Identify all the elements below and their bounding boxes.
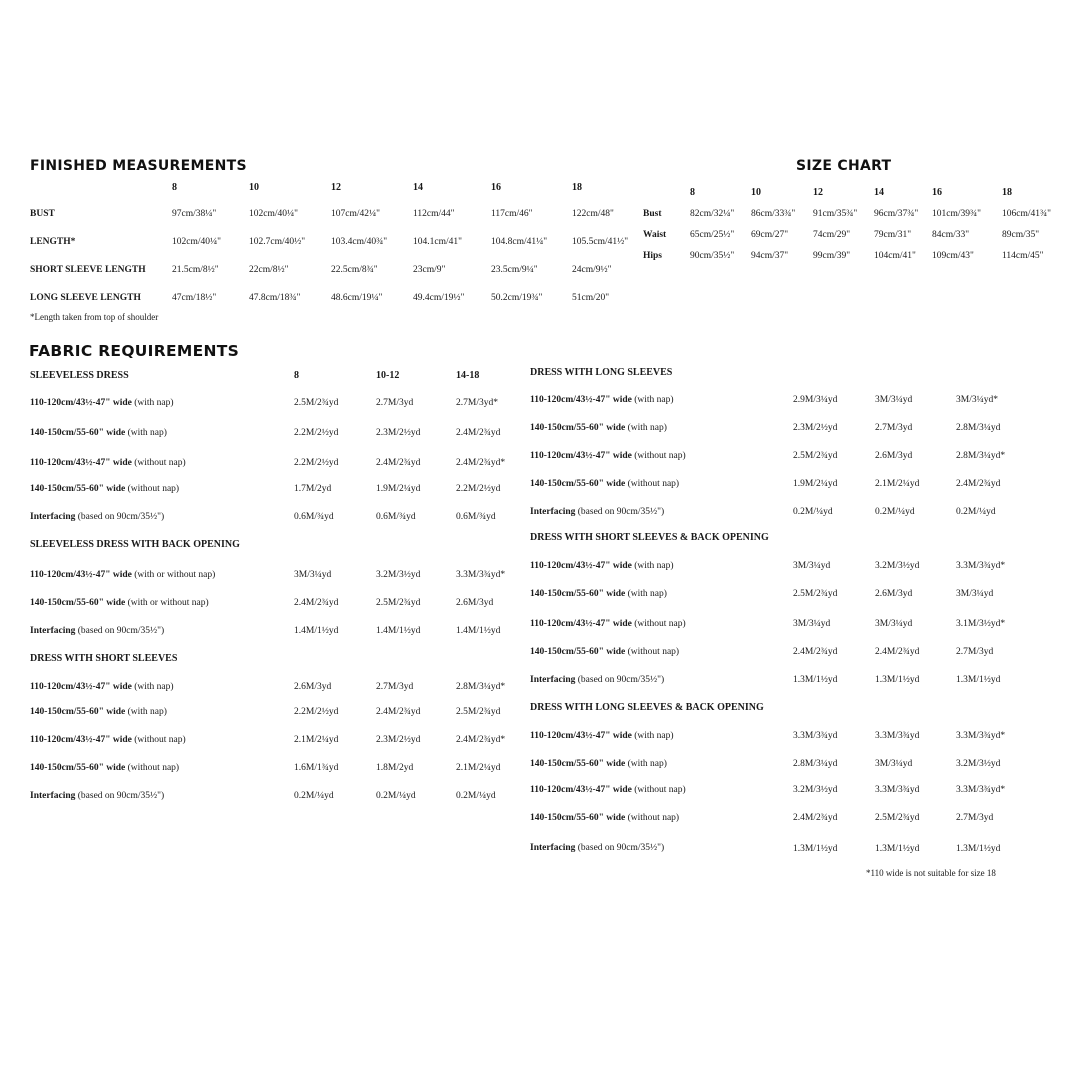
fabric-cell: 2.4M/2¾yd* xyxy=(456,735,506,745)
fabric-cell: 2.7M/3yd xyxy=(376,398,414,408)
finished-cell: 23cm/9" xyxy=(413,265,446,275)
fabric-requirements-title: FABRIC REQUIREMENTS xyxy=(29,342,240,360)
fabric-cell: 2.5M/2¾yd xyxy=(376,598,421,608)
fabric-cell: 2.5M/2¾yd xyxy=(793,589,838,599)
fabric-cell: 3M/3¼yd xyxy=(793,561,831,571)
fabric-footnote: *110 wide is not suitable for size 18 xyxy=(866,868,996,878)
finished-row-label: BUST xyxy=(30,209,55,219)
fabric-left-col-8: 8 xyxy=(294,370,299,381)
fabric-cell: 2.4M/2¾yd xyxy=(376,458,421,468)
fabric-row-label: 110-120cm/43½-47" wide (without nap) xyxy=(530,785,686,795)
fabric-cell: 2.9M/3¼yd xyxy=(793,395,838,405)
finished-cell: 22cm/8½" xyxy=(249,265,289,275)
fabric-cell: 2.7M/3yd xyxy=(376,682,414,692)
fabric-row-label: 140-150cm/55-60" wide (without nap) xyxy=(530,647,680,657)
finished-cell: 103.4cm/40¾" xyxy=(331,237,388,247)
fabric-row-label: 140-150cm/55-60" wide (with nap) xyxy=(30,428,167,438)
fabric-row-label: 140-150cm/55-60" wide (with nap) xyxy=(530,759,667,769)
fabric-cell: 2.6M/3yd xyxy=(294,682,332,692)
fabric-cell: 3M/3¼yd xyxy=(793,619,831,629)
fabric-cell: 2.4M/2¾yd xyxy=(294,598,339,608)
fabric-cell: 2.3M/2½yd xyxy=(376,428,421,438)
fabric-cell: 3.3M/3¾yd* xyxy=(956,731,1006,741)
fabric-cell: 3M/3¼yd xyxy=(875,619,913,629)
fabric-cell: 2.8M/3¼yd xyxy=(956,423,1001,433)
fabric-cell: 2.6M/3yd xyxy=(456,598,494,608)
fabric-cell: 2.1M/2¼yd xyxy=(875,479,920,489)
finished-size-18: 18 xyxy=(572,182,582,193)
finished-cell: 104.1cm/41" xyxy=(413,237,462,247)
finished-cell: 102cm/40¼" xyxy=(172,237,221,247)
size-chart-row-label: Hips xyxy=(643,251,663,261)
size-chart-cell: 84cm/33" xyxy=(932,230,970,240)
finished-cell: 49.4cm/19½" xyxy=(413,293,465,303)
fabric-row-label: 140-150cm/55-60" wide (without nap) xyxy=(530,813,680,823)
size-chart-cell: 99cm/39" xyxy=(813,251,851,261)
fabric-row-label: 140-150cm/55-60" wide (with or without nap) xyxy=(30,598,209,608)
finished-size-12: 12 xyxy=(331,182,341,193)
fabric-cell: 2.7M/3yd xyxy=(956,813,994,823)
fabric-row-label: 110-120cm/43½-47" wide (with nap) xyxy=(30,398,174,408)
finished-cell: 51cm/20" xyxy=(572,293,610,303)
fabric-cell: 2.4M/2¾yd xyxy=(793,647,838,657)
size-chart-cell: 86cm/33¾" xyxy=(751,209,796,219)
fabric-row-label: 110-120cm/43½-47" wide (without nap) xyxy=(530,619,686,629)
fabric-row-label: 140-150cm/55-60" wide (without nap) xyxy=(530,479,680,489)
fabric-cell: 3.2M/3½yd xyxy=(376,570,421,580)
fabric-row-label: 140-150cm/55-60" wide (without nap) xyxy=(30,484,180,494)
fabric-row-label: Interfacing (based on 90cm/35½") xyxy=(30,626,165,636)
fabric-cell: 2.7M/3yd xyxy=(875,423,913,433)
size-chart-size-14: 14 xyxy=(874,187,884,198)
fabric-cell: 1.8M/2yd xyxy=(376,763,414,773)
fabric-cell: 3M/3¼yd xyxy=(875,395,913,405)
fabric-row-label: 110-120cm/43½-47" wide (without nap) xyxy=(30,735,186,745)
fabric-cell: 3.3M/3¾yd* xyxy=(456,570,506,580)
fabric-cell: 2.5M/2¾yd xyxy=(294,398,339,408)
fabric-cell: 2.3M/2½yd xyxy=(376,735,421,745)
section-sleeveless-back-opening: SLEEVELESS DRESS WITH BACK OPENING xyxy=(30,539,240,550)
size-chart-cell: 69cm/27" xyxy=(751,230,789,240)
size-chart-title: SIZE CHART xyxy=(796,158,892,174)
size-chart-cell: 94cm/37" xyxy=(751,251,789,261)
fabric-cell: 1.3M/1½yd xyxy=(956,675,1001,685)
size-chart-cell: 65cm/25½" xyxy=(690,230,735,240)
size-chart-size-8: 8 xyxy=(690,187,695,198)
fabric-cell: 2.7M/3yd* xyxy=(456,398,498,408)
finished-size-10: 10 xyxy=(249,182,259,193)
fabric-cell: 2.7M/3yd xyxy=(956,647,994,657)
finished-cell: 105.5cm/41½" xyxy=(572,237,629,247)
fabric-cell: 2.8M/3¼yd xyxy=(793,759,838,769)
size-chart-cell: 109cm/43" xyxy=(932,251,974,261)
fabric-row-label: Interfacing (based on 90cm/35½") xyxy=(530,507,665,517)
fabric-cell: 0.2M/¼yd xyxy=(294,791,334,801)
section-short-sleeves-back-opening: DRESS WITH SHORT SLEEVES & BACK OPENING xyxy=(530,532,769,543)
finished-row-label: SHORT SLEEVE LENGTH xyxy=(30,265,146,275)
fabric-cell: 2.1M/2¼yd xyxy=(456,763,501,773)
size-chart-cell: 90cm/35½" xyxy=(690,251,735,261)
fabric-row-label: 110-120cm/43½-47" wide (with nap) xyxy=(530,731,674,741)
fabric-cell: 2.4M/2¾yd xyxy=(793,813,838,823)
fabric-cell: 3.3M/3¾yd xyxy=(875,785,920,795)
finished-cell: 21.5cm/8½" xyxy=(172,265,219,275)
fabric-left-col-10-12: 10-12 xyxy=(376,370,400,381)
fabric-cell: 0.6M/¾yd xyxy=(456,512,496,522)
size-chart-size-12: 12 xyxy=(813,187,823,198)
fabric-cell: 2.4M/2¾yd xyxy=(875,647,920,657)
fabric-cell: 2.1M/2¼yd xyxy=(294,735,339,745)
finished-size-16: 16 xyxy=(491,182,501,193)
fabric-row-label: Interfacing (based on 90cm/35½") xyxy=(530,675,665,685)
finished-measurements-title: FINISHED MEASUREMENTS xyxy=(30,158,247,174)
finished-cell: 107cm/42¼" xyxy=(331,209,380,219)
fabric-row-label: 110-120cm/43½-47" wide (with nap) xyxy=(530,395,674,405)
fabric-cell: 3.2M/3½yd xyxy=(793,785,838,795)
size-chart-cell: 114cm/45" xyxy=(1002,251,1044,261)
size-chart-size-10: 10 xyxy=(751,187,761,198)
fabric-cell: 1.4M/1½yd xyxy=(456,626,501,636)
fabric-row-label: 110-120cm/43½-47" wide (with nap) xyxy=(30,682,174,692)
fabric-row-label: 140-150cm/55-60" wide (with nap) xyxy=(530,423,667,433)
fabric-cell: 1.3M/1½yd xyxy=(956,844,1001,854)
finished-cell: 97cm/38¼" xyxy=(172,209,217,219)
fabric-cell: 0.2M/¼yd xyxy=(956,507,996,517)
fabric-cell: 3.2M/3½yd xyxy=(956,759,1001,769)
fabric-cell: 3.3M/3¾yd xyxy=(875,731,920,741)
fabric-left-col-14-18: 14-18 xyxy=(456,370,480,381)
fabric-cell: 2.3M/2½yd xyxy=(793,423,838,433)
fabric-row-label: 110-120cm/43½-47" wide (without nap) xyxy=(530,451,686,461)
fabric-cell: 2.4M/2¾yd xyxy=(376,707,421,717)
finished-cell: 102.7cm/40½" xyxy=(249,237,306,247)
finished-cell: 47.8cm/18¾" xyxy=(249,293,301,303)
fabric-cell: 0.2M/¼yd xyxy=(793,507,833,517)
fabric-cell: 1.3M/1½yd xyxy=(875,675,920,685)
fabric-cell: 3.3M/3¾yd xyxy=(793,731,838,741)
finished-cell: 22.5cm/8¾" xyxy=(331,265,378,275)
finished-size-8: 8 xyxy=(172,182,177,193)
size-chart-cell: 96cm/37¾" xyxy=(874,209,919,219)
size-chart-row-label: Bust xyxy=(643,209,662,219)
finished-cell: 24cm/9½" xyxy=(572,265,612,275)
fabric-cell: 1.3M/1½yd xyxy=(793,844,838,854)
finished-row-label: LENGTH* xyxy=(30,237,76,247)
size-chart-cell: 79cm/31" xyxy=(874,230,912,240)
fabric-cell: 3M/3¼yd* xyxy=(956,395,998,405)
fabric-cell: 2.2M/2½yd xyxy=(294,707,339,717)
finished-row-label: LONG SLEEVE LENGTH xyxy=(30,293,141,303)
finished-cell: 122cm/48" xyxy=(572,209,614,219)
finished-cell: 48.6cm/19¼" xyxy=(331,293,383,303)
fabric-cell: 1.3M/1½yd xyxy=(875,844,920,854)
fabric-row-label: Interfacing (based on 90cm/35½") xyxy=(30,791,165,801)
fabric-cell: 3.3M/3¾yd* xyxy=(956,561,1006,571)
finished-cell: 23.5cm/9¼" xyxy=(491,265,538,275)
fabric-row-label: Interfacing (based on 90cm/35½") xyxy=(530,843,665,853)
fabric-cell: 0.2M/¼yd xyxy=(875,507,915,517)
size-chart-cell: 82cm/32¼" xyxy=(690,209,735,219)
fabric-cell: 3M/3¼yd xyxy=(956,589,994,599)
fabric-cell: 2.2M/2½yd xyxy=(456,484,501,494)
size-chart-cell: 89cm/35" xyxy=(1002,230,1040,240)
fabric-cell: 1.9M/2¼yd xyxy=(376,484,421,494)
fabric-cell: 0.2M/¼yd xyxy=(456,791,496,801)
finished-cell: 117cm/46" xyxy=(491,209,533,219)
fabric-row-label: 140-150cm/55-60" wide (with nap) xyxy=(30,707,167,717)
section-dress-short-sleeves: DRESS WITH SHORT SLEEVES xyxy=(30,653,178,664)
section-sleeveless-dress: SLEEVELESS DRESS xyxy=(30,370,129,381)
fabric-cell: 2.8M/3¼yd* xyxy=(956,451,1006,461)
fabric-cell: 1.4M/1½yd xyxy=(376,626,421,636)
fabric-row-label: 110-120cm/43½-47" wide (without nap) xyxy=(30,458,186,468)
fabric-cell: 0.6M/¾yd xyxy=(376,512,416,522)
finished-cell: 50.2cm/19¾" xyxy=(491,293,543,303)
finished-cell: 47cm/18½" xyxy=(172,293,217,303)
fabric-row-label: 110-120cm/43½-47" wide (with or without nap) xyxy=(30,570,216,580)
finished-cell: 104.8cm/41¼" xyxy=(491,237,548,247)
fabric-row-label: 140-150cm/55-60" wide (without nap) xyxy=(30,763,180,773)
fabric-cell: 3.3M/3¾yd* xyxy=(956,785,1006,795)
fabric-row-label: Interfacing (based on 90cm/35½") xyxy=(30,512,165,522)
fabric-cell: 2.4M/2¾yd xyxy=(456,428,501,438)
finished-cell: 102cm/40¼" xyxy=(249,209,298,219)
fabric-cell: 3M/3¼yd xyxy=(294,570,332,580)
size-chart-cell: 74cm/29" xyxy=(813,230,851,240)
fabric-cell: 3.2M/3½yd xyxy=(875,561,920,571)
fabric-row-label: 140-150cm/55-60" wide (with nap) xyxy=(530,589,667,599)
fabric-cell: 2.5M/2¾yd xyxy=(793,451,838,461)
fabric-cell: 2.2M/2½yd xyxy=(294,458,339,468)
fabric-cell: 2.6M/3yd xyxy=(875,451,913,461)
fabric-cell: 3M/3¼yd xyxy=(875,759,913,769)
size-chart-cell: 91cm/35¾" xyxy=(813,209,858,219)
fabric-cell: 1.6M/1¾yd xyxy=(294,763,339,773)
size-chart-cell: 104cm/41" xyxy=(874,251,916,261)
fabric-cell: 2.6M/3yd xyxy=(875,589,913,599)
size-chart-size-16: 16 xyxy=(932,187,942,198)
size-chart-row-label: Waist xyxy=(643,230,667,240)
size-chart-cell: 106cm/41¾" xyxy=(1002,209,1051,219)
size-chart-cell: 101cm/39¾" xyxy=(932,209,981,219)
fabric-cell: 0.2M/¼yd xyxy=(376,791,416,801)
fabric-cell: 0.6M/¾yd xyxy=(294,512,334,522)
fabric-cell: 2.5M/2¾yd xyxy=(456,707,501,717)
fabric-cell: 2.2M/2½yd xyxy=(294,428,339,438)
size-chart-size-18: 18 xyxy=(1002,187,1012,198)
finished-size-14: 14 xyxy=(413,182,423,193)
fabric-cell: 2.5M/2¾yd xyxy=(875,813,920,823)
fabric-cell: 2.4M/2¾yd* xyxy=(456,458,506,468)
section-dress-long-sleeves: DRESS WITH LONG SLEEVES xyxy=(530,367,673,378)
fabric-cell: 2.8M/3¼yd* xyxy=(456,682,506,692)
finished-footnote: *Length taken from top of shoulder xyxy=(30,312,159,322)
finished-cell: 112cm/44" xyxy=(413,209,455,219)
fabric-row-label: 110-120cm/43½-47" wide (with nap) xyxy=(530,561,674,571)
fabric-cell: 3.1M/3½yd* xyxy=(956,619,1006,629)
fabric-cell: 1.4M/1½yd xyxy=(294,626,339,636)
fabric-cell: 1.9M/2¼yd xyxy=(793,479,838,489)
fabric-cell: 2.4M/2¾yd xyxy=(956,479,1001,489)
fabric-cell: 1.3M/1½yd xyxy=(793,675,838,685)
fabric-cell: 1.7M/2yd xyxy=(294,484,332,494)
section-long-sleeves-back-opening: DRESS WITH LONG SLEEVES & BACK OPENING xyxy=(530,702,764,713)
